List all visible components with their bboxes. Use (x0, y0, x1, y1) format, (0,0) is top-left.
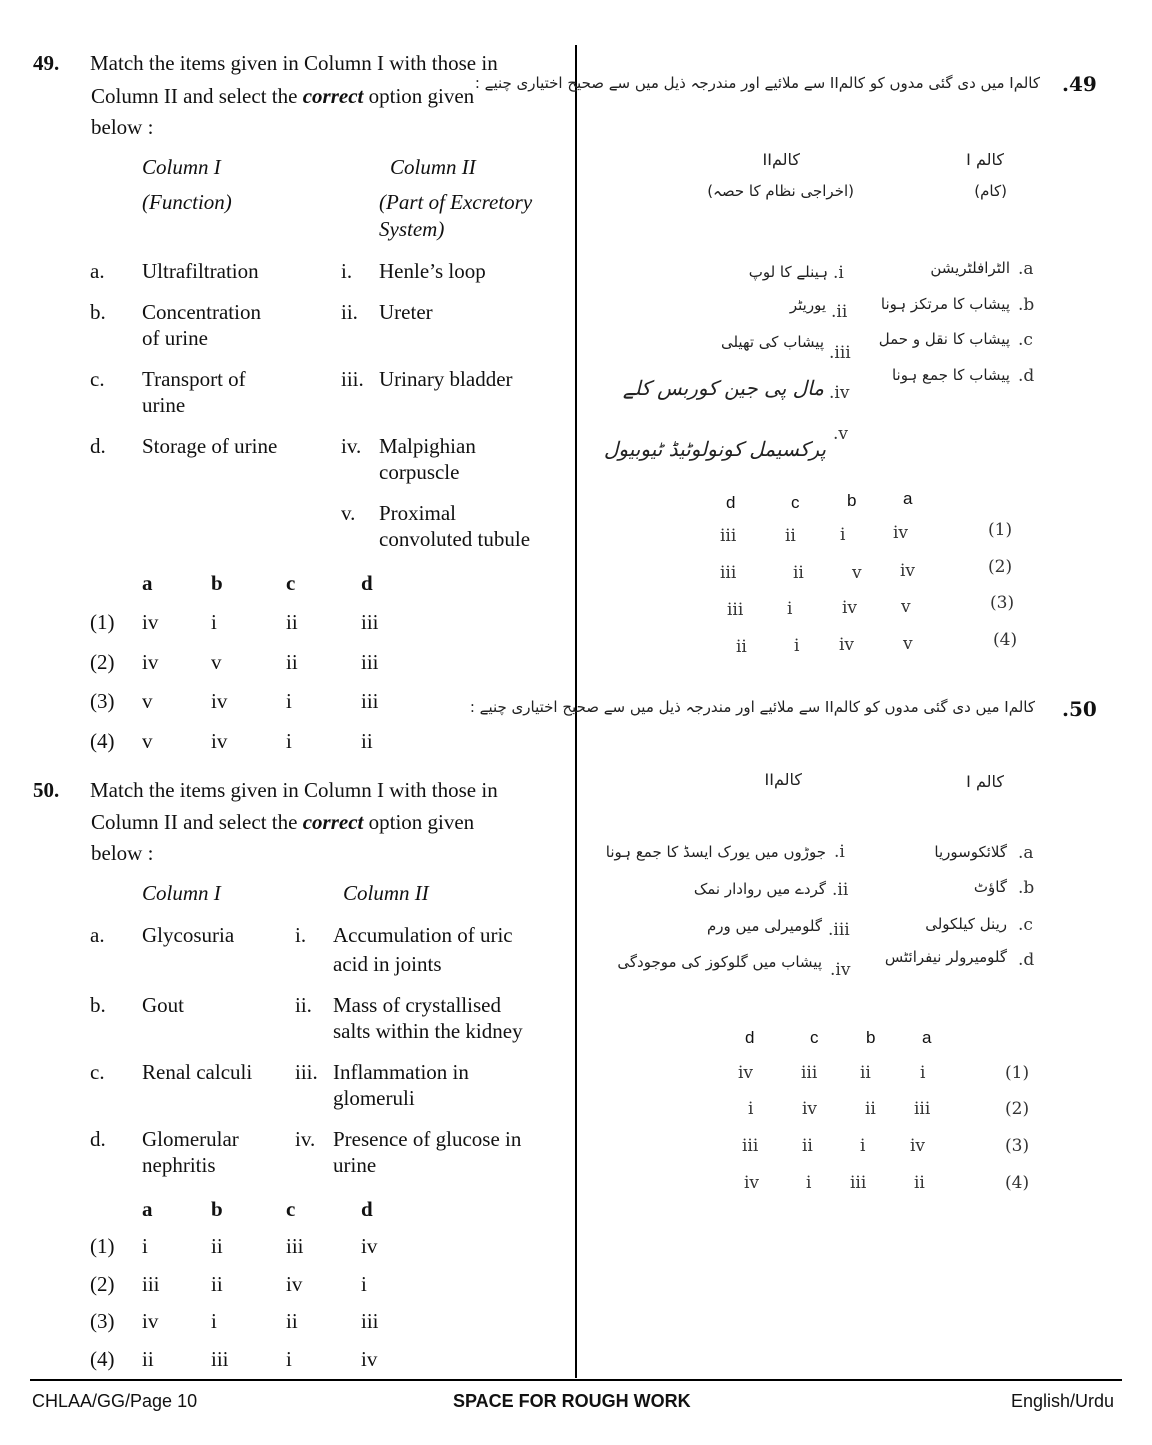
option-number: (3) (990, 593, 1015, 613)
option-value: iii (720, 526, 737, 546)
option-value: ii (914, 1173, 925, 1193)
row-label: .a (1018, 843, 1034, 863)
option-number: (4) (993, 630, 1018, 650)
option-value: ii (211, 1272, 223, 1296)
option-number: (2) (90, 1272, 115, 1296)
option-value: iv (839, 635, 855, 655)
option-header: d (745, 1028, 755, 1047)
option-value: iii (361, 650, 379, 674)
language-label: English/Urdu (1011, 1391, 1115, 1411)
column2-item: Henle’s loop (379, 259, 486, 283)
option-value: iv (900, 561, 916, 581)
row-label: b. (90, 993, 106, 1017)
option-value: ii (793, 563, 804, 583)
option-value: ii (802, 1136, 813, 1156)
column-subheading-urdu: (اخراجی نظام کا حصہ) (707, 182, 854, 200)
option-number: (2) (90, 650, 115, 674)
row-label: ii. (341, 300, 358, 324)
option-number: (4) (90, 729, 115, 753)
row-label: c. (90, 1060, 105, 1084)
option-number: (3) (90, 689, 115, 713)
column2-item: salts within the kidney (333, 1019, 523, 1043)
column2-item-urdu: پیشاب میں گلوکوز کی موجودگی (617, 953, 822, 971)
row-label: .ii (831, 302, 848, 322)
column-heading: Column I (142, 881, 221, 905)
row-label: d. (90, 1127, 106, 1151)
option-header: c (810, 1028, 819, 1047)
column1-item: Glycosuria (142, 923, 235, 947)
column1-item: Storage of urine (142, 434, 278, 458)
option-value: iii (142, 1272, 160, 1296)
row-label: .i (833, 263, 844, 283)
column2-item-urdu: ہینلے کا لوپ (748, 263, 828, 281)
option-number: (1) (1005, 1063, 1030, 1083)
option-header: b (866, 1028, 876, 1047)
column-heading: Column II (343, 881, 429, 905)
row-label: c. (90, 367, 105, 391)
option-number: (1) (988, 520, 1013, 540)
row-label: .iv (829, 383, 850, 403)
option-header: a (142, 1197, 153, 1221)
column2-item: Presence of glucose in (333, 1127, 522, 1151)
row-label: a. (90, 259, 105, 283)
option-number: (2) (988, 557, 1013, 577)
row-label: .iii (828, 920, 850, 940)
question-text-line: Match the items given in Column I with those in (90, 778, 498, 802)
option-number: (4) (1005, 1173, 1030, 1193)
option-value: iv (142, 1309, 159, 1333)
option-value: v (211, 650, 222, 674)
column-subheading: (Function) (142, 190, 232, 214)
option-value: v (142, 729, 153, 753)
row-label: d. (90, 434, 106, 458)
row-label: .v (833, 424, 849, 444)
column2-item: Accumulation of uric (333, 923, 513, 947)
option-value: iii (361, 689, 379, 713)
column1-item: nephritis (142, 1153, 216, 1177)
column-heading-urdu: کالمII (764, 770, 802, 789)
row-label: .a (1018, 259, 1034, 279)
question-text-line: Column II and select the correct option given (91, 84, 475, 108)
column2-item: Urinary bladder (379, 367, 513, 391)
option-value: ii (736, 637, 747, 657)
row-label: .c (1018, 330, 1033, 350)
option-value: i (794, 636, 800, 656)
option-value: v (903, 634, 913, 654)
option-value: ii (142, 1347, 154, 1371)
option-value: iv (910, 1136, 926, 1156)
page-code: CHLAA/GG/Page 10 (32, 1391, 198, 1411)
column-subheading: System) (379, 217, 445, 241)
column-heading-urdu: کالم I (966, 150, 1004, 169)
option-value: iii (850, 1173, 867, 1193)
column1-item-urdu: پیشاب کا جمع ہونا (891, 366, 1010, 384)
option-number: (3) (90, 1309, 115, 1333)
option-value: v (142, 689, 153, 713)
option-value: iv (211, 729, 228, 753)
row-label: .b (1018, 878, 1035, 898)
option-value: iii (286, 1234, 304, 1258)
row-label: .iii (829, 343, 851, 363)
option-value: v (852, 563, 862, 583)
column-subheading: (Part of Excretory (379, 190, 533, 214)
column2-item-urdu-handwritten: مال پی جین کوربس کلے (622, 376, 824, 400)
option-value: v (901, 597, 911, 617)
row-label: ii. (295, 993, 312, 1017)
option-value: iii (211, 1347, 229, 1371)
column2-item: urine (333, 1153, 377, 1177)
option-number: (3) (1005, 1136, 1030, 1156)
column1-item: Renal calculi (142, 1060, 253, 1084)
column1-item: Ultrafiltration (142, 259, 259, 283)
option-value: i (860, 1136, 866, 1156)
option-number: (2) (1005, 1099, 1030, 1119)
option-value: ii (361, 729, 373, 753)
column2-item-urdu-handwritten: پرکسیمل کونولوٹیڈ ٹیوبیول (603, 437, 826, 461)
option-value: iv (738, 1063, 754, 1083)
option-value: iv (361, 1234, 378, 1258)
column1-item: Glomerular (142, 1127, 239, 1151)
column2-item: convoluted tubule (379, 527, 531, 551)
option-value: ii (286, 1309, 298, 1333)
option-header: d (361, 1197, 373, 1221)
option-value: i (286, 729, 292, 753)
option-value: i (787, 599, 793, 619)
option-value: ii (211, 1234, 223, 1258)
row-label: iv. (341, 434, 362, 458)
column-heading-urdu: کالمII (762, 150, 800, 169)
option-header: a (903, 489, 913, 508)
question-number: .49 (1062, 72, 1097, 96)
row-label: iv. (295, 1127, 316, 1151)
option-value: i (840, 525, 846, 545)
column2-item: Ureter (379, 300, 433, 324)
option-value: iv (744, 1173, 760, 1193)
option-number: (1) (90, 610, 115, 634)
row-label: v. (341, 501, 356, 525)
option-value: iv (286, 1272, 303, 1296)
option-value: iii (361, 1309, 379, 1333)
option-header: c (791, 493, 800, 512)
column-heading: Column I (142, 155, 221, 179)
question-text-line: below : (91, 115, 154, 139)
option-value: iii (361, 610, 379, 634)
option-value: ii (286, 610, 298, 634)
option-value: ii (865, 1099, 876, 1119)
column1-item-urdu: گلومیرولر نیفرائٹس (884, 948, 1007, 966)
option-value: iv (361, 1347, 378, 1371)
option-value: i (142, 1234, 148, 1258)
option-header: a (142, 571, 153, 595)
option-value: iii (801, 1063, 818, 1083)
option-value: i (286, 689, 292, 713)
option-value: iii (742, 1136, 759, 1156)
option-value: iv (142, 610, 159, 634)
option-value: ii (785, 526, 796, 546)
option-value: iii (914, 1099, 931, 1119)
question-text-urdu: کالمI میں دی گئی مدوں کو کالمII سے ملائیے اور مندرجہ ذیل میں سے صحیح اختیاری چنیے : (474, 74, 1040, 92)
option-value: iv (211, 689, 228, 713)
column1-item: Gout (142, 993, 184, 1017)
option-number: (4) (90, 1347, 115, 1371)
option-value: ii (286, 650, 298, 674)
column2-item: Proximal (379, 501, 456, 525)
row-label: .c (1018, 915, 1033, 935)
column1-item-urdu: گاؤٹ (973, 878, 1007, 896)
option-value: iv (842, 598, 858, 618)
row-label: b. (90, 300, 106, 324)
option-value: i (806, 1173, 812, 1193)
option-value: iii (727, 600, 744, 620)
option-value: iv (893, 523, 909, 543)
column2-item-urdu: پیشاب کی تھیلی (720, 333, 824, 351)
option-header: d (726, 493, 736, 512)
question-number: 49. (33, 51, 60, 75)
option-header: c (286, 571, 296, 595)
option-header: b (847, 491, 857, 510)
row-label: .d (1018, 366, 1035, 386)
option-header: d (361, 571, 373, 595)
option-value: i (748, 1099, 754, 1119)
question-text-line: Match the items given in Column I with those in (90, 51, 498, 75)
row-label: iii. (341, 367, 364, 391)
column2-item-urdu: گلومیرلی میں ورم (706, 917, 822, 935)
column1-item: Concentration (142, 300, 261, 324)
column-heading: Column II (390, 155, 476, 179)
column1-item-urdu: رینل کیلکولی (925, 915, 1007, 933)
option-value: i (211, 1309, 217, 1333)
row-label: .d (1018, 950, 1035, 970)
column2-item-urdu: گردے میں روادار نمک (693, 880, 826, 898)
option-header: b (211, 571, 223, 595)
row-label: .b (1018, 295, 1035, 315)
column2-item: acid in joints (333, 952, 442, 976)
column2-item: Malpighian (379, 434, 476, 458)
option-value: ii (860, 1063, 871, 1083)
option-header: c (286, 1197, 296, 1221)
column2-item: Inflammation in (333, 1060, 469, 1084)
row-label: i. (341, 259, 353, 283)
column2-item: corpuscle (379, 460, 460, 484)
column2-item-urdu: جوڑوں میں یورک ایسڈ کا جمع ہونا (605, 843, 826, 861)
column1-item: of urine (142, 326, 208, 350)
column1-item: urine (142, 393, 186, 417)
question-text-urdu: کالمI میں دی گئی مدوں کو کالمII سے ملائیے اور مندرجہ ذیل میں سے صحیح اختیاری چنیے : (469, 698, 1035, 716)
column2-item: glomeruli (333, 1086, 415, 1110)
rough-work-label: SPACE FOR ROUGH WORK (453, 1391, 691, 1411)
option-value: i (361, 1272, 367, 1296)
column2-item: Mass of crystallised (333, 993, 501, 1017)
column1-item-urdu: پیشاب کا مرتکز ہونا (880, 295, 1010, 313)
question-text-line: Column II and select the correct option given (91, 810, 475, 834)
question-number: .50 (1062, 697, 1097, 721)
option-header: a (922, 1028, 932, 1047)
question-text-line: below : (91, 841, 154, 865)
option-value: iv (802, 1099, 818, 1119)
row-label: .i (834, 842, 845, 862)
option-header: b (211, 1197, 223, 1221)
footer-rule (30, 1379, 1122, 1381)
column1-item-urdu: الٹرافلٹریشن (930, 259, 1010, 277)
column1-item-urdu: پیشاب کا نقل و حمل (878, 330, 1010, 348)
option-value: i (286, 1347, 292, 1371)
row-label: a. (90, 923, 105, 947)
option-value: i (211, 610, 217, 634)
question-number: 50. (33, 778, 60, 802)
option-value: iii (720, 563, 737, 583)
column1-item-urdu: گلائکوسوریا (934, 843, 1007, 861)
option-value: iv (142, 650, 159, 674)
row-label: .iv (830, 960, 851, 980)
option-number: (1) (90, 1234, 115, 1258)
column-subheading-urdu: (کام) (974, 182, 1007, 200)
row-label: i. (295, 923, 307, 947)
row-label: .ii (832, 880, 849, 900)
column1-item: Transport of (142, 367, 246, 391)
row-label: iii. (295, 1060, 318, 1084)
option-value: i (920, 1063, 926, 1083)
column2-item-urdu: یوریٹر (789, 296, 826, 314)
column-heading-urdu: کالم I (966, 772, 1004, 791)
